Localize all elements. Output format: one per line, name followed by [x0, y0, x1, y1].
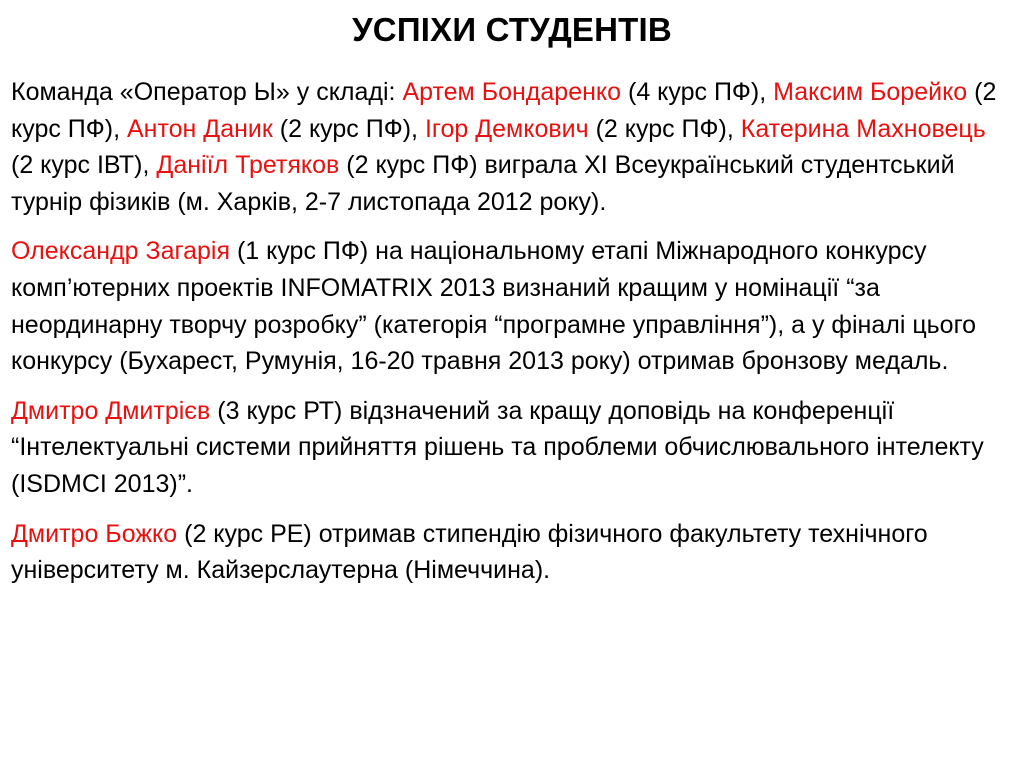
- paragraph-isdmci: [11, 393, 1014, 503]
- paragraph-infomatrix: [11, 233, 1014, 379]
- text-segment: (1 курс ПФ) на національному етапі Міжнародного конкурсу комп’ютерних проектів INFOMATRIX 2013 визнаний кращим у номінації “за неординарну творчу розробку” (категорія “програмне управління”), а у фіналі цього конкурсу (Бухарест, Румунія, 16-20 травня 2013 року) отримав бронзову медаль.: [11, 237, 977, 376]
- slide-title: УСПІХИ СТУДЕНТІВ: [352, 11, 672, 48]
- student-name-tretiakov: Даніїл Третяков: [156, 151, 340, 180]
- text-segment: (2 курс РЕ) отримав стипендію фізичного факультету технічного університету м. Кайзерслаутерна (Німеччина).: [11, 519, 928, 585]
- text-segment: Команда «Оператор Ы» у складі:: [11, 78, 403, 106]
- student-name-bondarenko: Артем Бондаренко: [402, 78, 622, 106]
- paragraph-scholarship: [11, 516, 1014, 589]
- text-segment: (2 курс ПФ),: [588, 114, 741, 143]
- text-segment: (2 курс ІВТ),: [11, 151, 157, 180]
- text-segment: (2 курс ПФ),: [11, 78, 997, 143]
- student-name-boreiko: Максим Борейко: [773, 78, 968, 106]
- text-segment: (2 курс ПФ) виграла ХІ Всеукраїнський студентський турнір фізиків (м. Харків, 2-7 листопада 2012 року).: [11, 151, 955, 216]
- slide-body: [11, 74, 1014, 602]
- student-name-demkovych: Ігор Демкович: [424, 114, 589, 143]
- student-name-danyk: Антон Даник: [126, 114, 273, 143]
- text-segment: (4 курс ПФ),: [621, 78, 774, 106]
- student-name-dmytriiev: Дмитро Дмитрієв: [11, 396, 211, 425]
- student-name-makhnovets: Катерина Махновець: [740, 114, 986, 143]
- text-segment: (2 курс ПФ),: [272, 114, 425, 143]
- student-name-bozhko: Дмитро Божко: [11, 519, 178, 548]
- student-name-zaharia: Олександр Загарія: [11, 237, 230, 266]
- paragraph-physics-tournament: [11, 74, 1014, 220]
- text-segment: (3 курс РТ) відзначений за кращу доповідь на конференції “Інтелектуальні системи прийняття рішень та проблеми обчислювального інтелекту (ISDMCI 2013)”.: [11, 396, 984, 498]
